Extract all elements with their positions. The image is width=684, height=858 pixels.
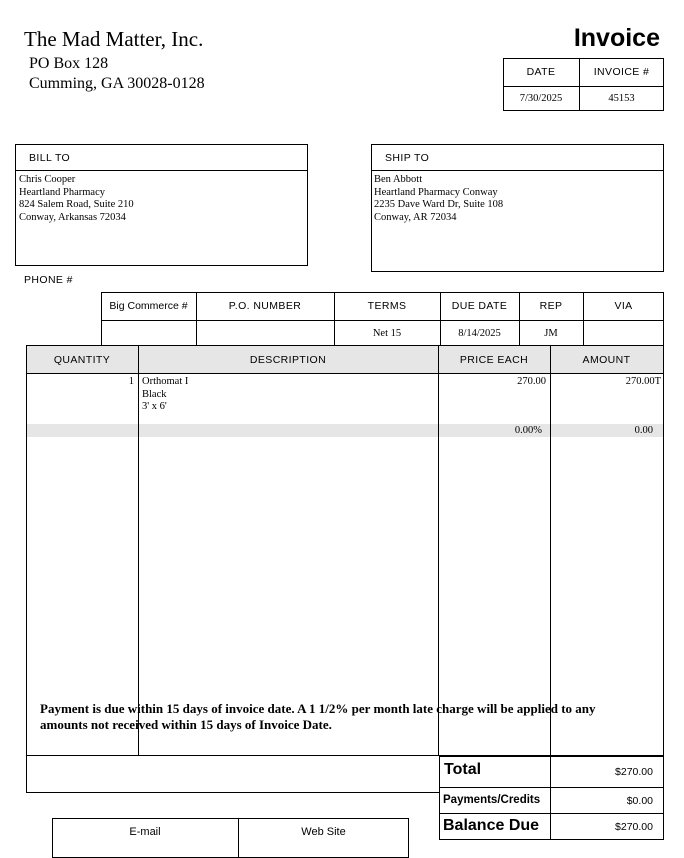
payments-credits-value: $0.00 [626, 795, 653, 807]
terms-header-due-date: DUE DATE [451, 300, 508, 312]
terms-header-po-number: P.O. NUMBER [228, 300, 302, 312]
phone-label: PHONE # [24, 274, 73, 286]
total-value: $270.00 [615, 766, 653, 778]
items-header-amount: AMOUNT [582, 353, 631, 366]
total-label: Total [444, 761, 482, 778]
item-description-line: Black [142, 388, 167, 400]
ship-to-label: SHIP TO [385, 152, 430, 164]
company-address-line2: Cumming, GA 30028-0128 [29, 75, 205, 92]
balance-due-label: Balance Due [443, 817, 540, 834]
item-price: 270.00 [517, 376, 546, 387]
ship-to-line: Conway, AR 72034 [374, 211, 457, 223]
website-label: Web Site [301, 826, 346, 838]
date-label: DATE [526, 66, 556, 78]
bill-to-line: 824 Salem Road, Suite 210 [19, 199, 134, 210]
ship-to-line: Ben Abbott [374, 174, 423, 185]
ship-to-line: 2235 Dave Ward Dr, Suite 108 [374, 199, 504, 210]
company-address-line1: PO Box 128 [29, 55, 109, 72]
items-header-description: DESCRIPTION [249, 353, 327, 366]
items-header-quantity: QUANTITY [53, 353, 111, 366]
terms-value-via [583, 320, 664, 346]
terms-header-rep: REP [539, 300, 563, 312]
bill-to-label: BILL TO [29, 152, 71, 164]
item-description-line: 3' x 6' [142, 401, 167, 412]
bill-to-address [19, 174, 134, 224]
ship-to-address [374, 174, 503, 224]
terms-value-po-number [196, 320, 334, 346]
payment-note-line: Payment is due within 15 days of invoice date. A 1 1/2% per month late charge will be applied to any [40, 701, 596, 716]
item-description-line: Orthomat I [142, 376, 189, 387]
terms-value-terms: Net 15 [372, 327, 402, 339]
item-description [142, 376, 188, 414]
terms-header-via: VIA [614, 300, 633, 312]
invoice-number-label: INVOICE # [593, 66, 650, 78]
payments-credits-label: Payments/Credits [443, 794, 541, 806]
document-title: Invoice [573, 24, 660, 52]
payment-note-line: amounts not received within 15 days of Invoice Date. [40, 717, 332, 732]
terms-value-due-date: 8/14/2025 [458, 327, 501, 339]
ship-to-line: Heartland Pharmacy Conway [374, 186, 498, 198]
items-header-price-each: PRICE EACH [459, 353, 529, 366]
item-tax-amount: 0.00 [634, 425, 653, 436]
terms-value-big-commerce [101, 320, 196, 346]
bill-to-line: Heartland Pharmacy [19, 186, 106, 198]
invoice-number: 45153 [608, 93, 635, 104]
balance-due-value: $270.00 [615, 821, 653, 833]
invoice-date: 7/30/2025 [519, 93, 563, 104]
terms-header-big-commerce: Big Commerce # [109, 300, 188, 312]
bill-to-line: Chris Cooper [19, 174, 76, 185]
bill-to-line: Conway, Arkansas 72034 [19, 211, 126, 223]
item-quantity: 1 [128, 376, 134, 387]
item-amount: 270.00T [625, 376, 661, 387]
email-label: E-mail [129, 826, 161, 838]
payment-terms-note [40, 701, 596, 733]
company-name: The Mad Matter, Inc. [24, 27, 204, 51]
terms-value-rep: JM [544, 327, 558, 339]
item-tax-rate: 0.00% [514, 425, 542, 436]
terms-header-terms: TERMS [367, 300, 407, 312]
